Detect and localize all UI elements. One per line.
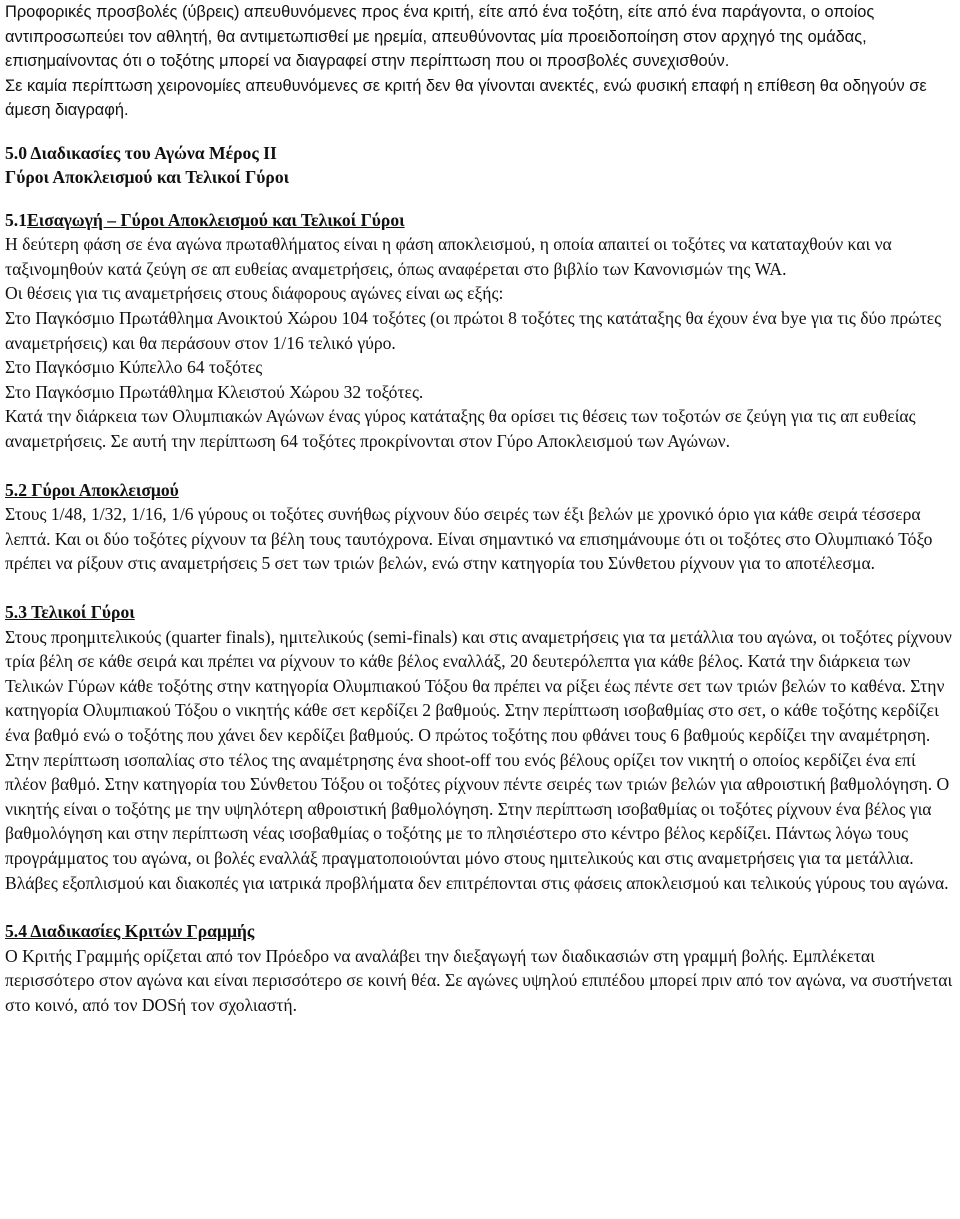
section-5-1-paragraph: Στο Παγκόσμιο Πρωτάθλημα Κλειστού Χώρου 32 τοξότες. bbox=[5, 381, 424, 402]
section-5-2-paragraph: Στους 1/48, 1/32, 1/16, 1/6 γύρους οι τοξότες συνήθως ρίχνουν δύο σειρές των έξι βελών με χρονικό όριο για κάθε σειρά τέσσερα λεπτά. Και οι δύο τοξότες ρίχνουν τα βέλη τους ταυτόχρονα. Είναι σημαντικό να επισημάνουμε ότι οι τοξότες στο Ολυμπιακό Τόξο πρέπει να ρίξουν στις αναμετρήσεις 5 σετ των τριών βελών, ενώ στην κατηγορία του Σύνθετου ρίχνουν για το αποτέλεσμα. bbox=[5, 504, 933, 574]
section-5-1-paragraph: Στο Παγκόσμιο Πρωτάθλημα Ανοικτού Χώρου 104 τοξότες (οι πρώτοι 8 τοξότες της κατάταξης θα έχουν ένα bye για τις δύο πρώτες αναμετρήσεις) και θα περάσουν στον 1/16 τελικό γύρο. bbox=[5, 308, 942, 353]
chapter-title bbox=[5, 141, 955, 190]
section-5-1 bbox=[5, 208, 955, 454]
intro-paragraph-insults: Προφορικές προσβολές (ύβρεις) απευθυνόμενες προς ένα κριτή, είτε από ένα τοξότη, είτε από ένα παράγοντα, ο οποίος αντιπροσωπεύει τον αθλητή, θα αντιμετωπισθεί με ηρεμία, απευθύνοντας μία προειδοποίηση στον αρχηγό της ομάδας, επισημαίνοντας ότι ο τοξότης μπορεί να διαγραφεί στην περίπτωση που οι προσβολές συνεχισθούν. bbox=[5, 3, 875, 70]
section-5-1-paragraph: Στο Παγκόσμιο Κύπελλο 64 τοξότες bbox=[5, 357, 263, 378]
section-5-1-paragraph: Κατά την διάρκεια των Ολυμπιακών Αγώνων ένας γύρος κατάταξης θα ορίσει τις θέσεις των τοξοτών σε ζεύγη για τις απ ευθείας αναμετρήσεις. Σε αυτή την περίπτωση 64 τοξότες προκρίνονται στον Γύρο Αποκλεισμού των Αγώνων. bbox=[5, 406, 916, 452]
section-5-3 bbox=[5, 600, 955, 895]
section-5-4 bbox=[5, 919, 955, 1017]
section-5-4-heading: 5.4 Διαδικασίες Κριτών Γραμμής bbox=[5, 921, 255, 942]
section-5-1-paragraph: Οι θέσεις για τις αναμετρήσεις στους διάφορους αγώνες είναι ως εξής: bbox=[5, 283, 504, 304]
section-5-3-paragraph: Βλάβες εξοπλισμού και διακοπές για ιατρικά προβλήματα δεν επιτρέπονται στις φάσεις αποκλεισμού και τελικούς γύρους του αγώνα. bbox=[5, 872, 949, 893]
chapter-title-line-1: 5.0 Διαδικασίες του Αγώνα Μέρος ΙΙ bbox=[5, 142, 277, 163]
section-5-4-paragraph: Ο Κριτής Γραμμής ορίζεται από τον Πρόεδρο να αναλάβει την διεξαγωγή των διαδικασιών στη γραμμή βολής. Εμπλέκεται περισσότερο στον αγώνα και είναι περισσότερο σε κοινή θέα. Σε αγώνες υψηλού επιπέδου μπορεί πριν από τον αγώνα, να συστήνεται στο κοινό, από τον DOSή τον σχολιαστή. bbox=[5, 945, 953, 1015]
document-page bbox=[5, 0, 955, 1018]
section-5-1-number: 5.1 bbox=[5, 209, 27, 230]
section-5-3-paragraph: Στους προημιτελικούς (quarter finals), ημιτελικούς (semi-finals) και στις αναμετρήσεις για τα μετάλλια του αγώνα, οι τοξότες ρίχνουν τρία βέλη σε κάθε σειρά και πρέπει να ρίχνουν το κάθε βέλος εναλλάξ, 20 δευτερόλεπτα για κάθε βέλος. Κατά την διάρκεια των Τελικών Γύρων κάθε τοξότης στην κατηγορία Ολυμπιακού Τόξου θα πρέπει να ρίξει έως πέντε σετ των τριών βελών το καθένα. Στην κατηγορία Ολυμπιακού Τόξου ο νικητής κάθε σετ κερδίζει 2 βαθμούς. Στην περίπτωση ισοβαθμίας στο σετ, ο κάθε τοξότης κερδίζει ένα βαθμό ενώ ο τοξότης που χάνει δεν κερδίζει βαθμούς. Ο πρώτος τοξότης που φθάνει τους 6 βαθμούς κερδίζει την αναμέτρηση. Στην περίπτωση ισοπαλίας στο τέλος της αναμέτρησης ένα shoot-off του ενός βέλους ορίζει τον νικητή ο οποίος κερδίζει ένα επί πλέον βαθμό. Στην κατηγορία του Σύνθετου Τόξου οι τοξότες ρίχνουν πέντε σειρές των τριών βελών για αθροιστική βαθμολόγηση. Ο νικητής είναι ο τοξότης με την υψηλότερη αθροιστική βαθμολόγηση. Στην περίπτωση ισοβαθμίας οι τοξότες ρίχνουν ένα βέλος για βαθμολόγηση και στην περίπτωση νέας ισοβαθμίας ο τοξότης με το πλησιέστερο στο κέντρο βέλος κερδίζει. Πάντως λόγω τους προγράμματος του αγώνα, οι βολές εναλλάξ πραγματοποιούνται μόνο στους ημιτελικούς και στις αναμετρήσεις για τα μετάλλια. bbox=[5, 626, 952, 868]
section-5-2-heading: 5.2 Γύροι Αποκλεισμού bbox=[5, 479, 179, 500]
section-5-2 bbox=[5, 478, 955, 576]
section-5-3-heading: 5.3 Τελικοί Γύροι bbox=[5, 602, 135, 622]
section-5-1-title: Εισαγωγή – Γύροι Αποκλεισμού και Τελικοί Γύροι bbox=[27, 209, 405, 230]
intro-section bbox=[5, 0, 955, 123]
section-5-1-heading bbox=[5, 208, 955, 233]
intro-paragraph-gestures: Σε καμία περίπτωση χειρονομίες απευθυνόμενες σε κριτή δεν θα γίνονται ανεκτές, ενώ φυσική επαφή η επίθεση θα οδηγούν σε άμεση διαγραφή. bbox=[5, 76, 927, 119]
section-5-1-paragraph: Η δεύτερη φάση σε ένα αγώνα πρωταθλήματος είναι η φάση αποκλεισμού, η οποία απαιτεί οι τοξότες να καταταχθούν και να ταξινομηθούν κατά ζεύγη σε απ ευθείας αναμετρήσεις, όπως αναφέρεται στο βιβλίο των Κανονισμών της WA. bbox=[5, 234, 892, 279]
chapter-title-line-2: Γύροι Αποκλεισμού και Τελικοί Γύροι bbox=[5, 167, 290, 188]
